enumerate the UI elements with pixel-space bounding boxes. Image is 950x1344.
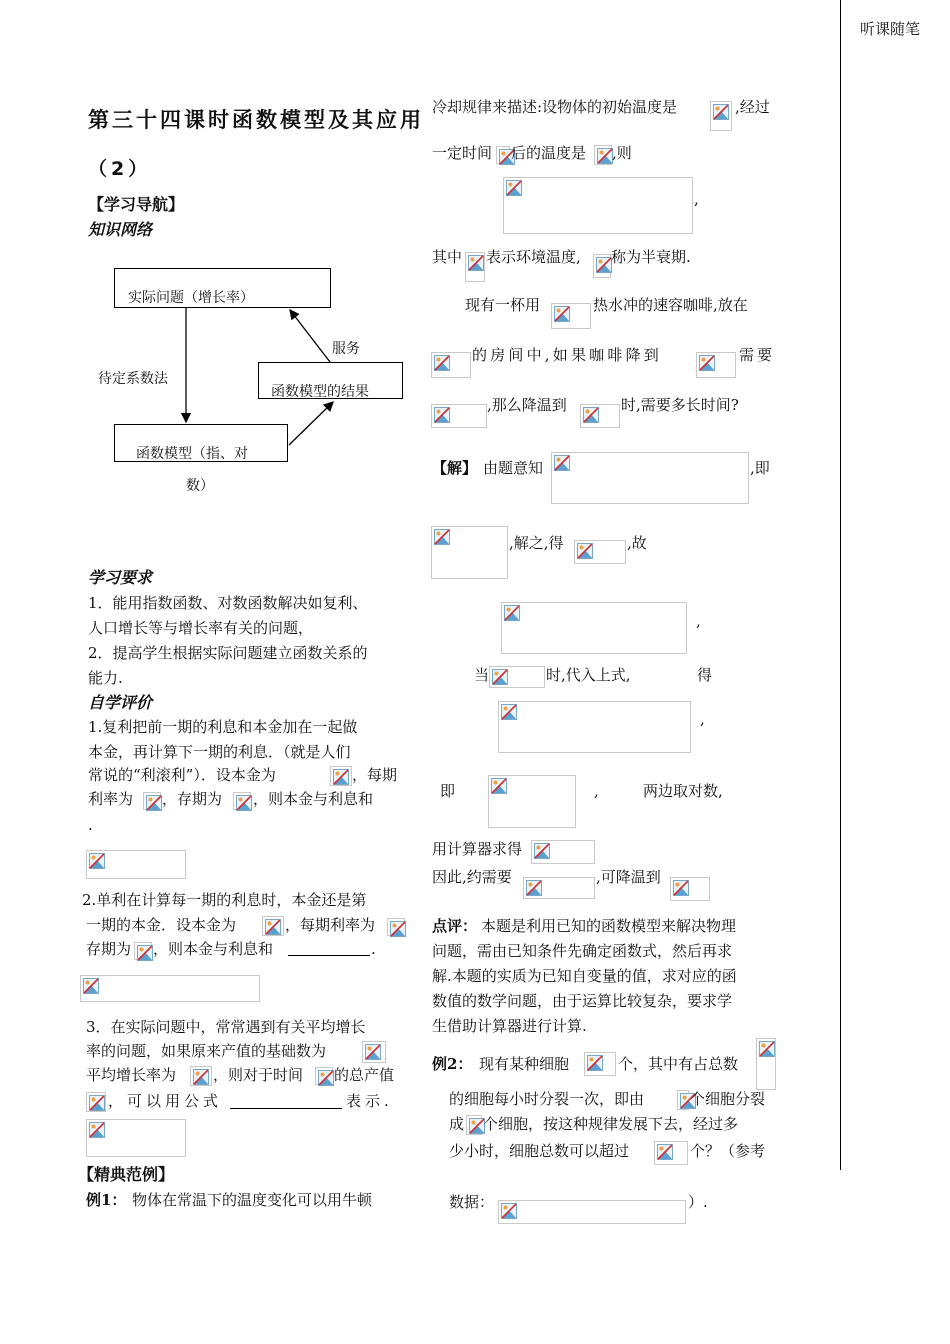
diagram-node-result-label: 函数模型的结果 — [271, 384, 369, 400]
solution-calc: 用计算器求得 — [432, 840, 523, 858]
comment-line5: 生借助计算器进行计算. — [432, 1017, 587, 1035]
broken-image-icon — [146, 795, 162, 811]
broken-image-icon — [492, 669, 508, 685]
formula-image — [498, 1200, 686, 1224]
q3-answer-blank[interactable] — [230, 1093, 342, 1109]
broken-image-icon — [699, 355, 715, 371]
broken-image-icon — [83, 978, 99, 994]
subheading-knowledge-net: 知识网络 — [88, 220, 153, 239]
solution-line1a: 由题意知 — [483, 459, 544, 477]
q2-answer-blank[interactable] — [288, 940, 370, 956]
broken-image-icon — [236, 795, 252, 811]
broken-image-icon — [501, 704, 517, 720]
q2-line3c: . — [371, 940, 376, 958]
q3-line1: 3．在实际问题中，常常遇到有关平均增长 — [86, 1018, 366, 1036]
formula-image — [574, 540, 626, 564]
example2-line2b: 个细胞分裂 — [690, 1090, 766, 1108]
solution-when: 当 — [474, 666, 490, 684]
example1-line2a: 冷却规律来描述:设物体的初始温度是 — [432, 98, 678, 116]
example1-line3b: 后的温度是 — [511, 144, 587, 162]
broken-image-icon — [583, 407, 599, 423]
formula-image — [523, 877, 595, 899]
q3-line2: 率的问题，如果原来产值的基础数为 — [86, 1042, 327, 1060]
broken-image-icon — [759, 1041, 775, 1057]
broken-image-icon — [137, 945, 153, 961]
comment-line1: 本题是利用已知的函数模型来解决物理 — [481, 917, 737, 935]
solution-therefore-b: ,可降温到 — [596, 868, 661, 886]
broken-image-icon — [534, 843, 550, 859]
solution-comma-3: , — [594, 782, 599, 800]
q2-line3a: 存期为 — [86, 940, 132, 958]
solution-line1b: ,即 — [750, 459, 770, 477]
requirement-1-line1: 1．能用指数函数、对数函数解决如复利、 — [88, 594, 368, 612]
broken-image-icon — [596, 257, 612, 273]
formula-image — [496, 146, 510, 164]
formula-image — [489, 666, 545, 688]
q1-line5: . — [88, 816, 93, 834]
q3-line4a: ，可以用公式 — [108, 1092, 223, 1110]
example1-line5b: 热水冲的速容咖啡,放在 — [593, 296, 748, 314]
subheading-self-eval: 自学评价 — [88, 693, 153, 712]
q3-line3b: ，则对于时间 — [213, 1066, 304, 1084]
q2-line3b: ，则本金与利息和 — [153, 940, 274, 958]
q2-line2a: 一期的本金．设本金为 — [86, 916, 237, 934]
example1-line4b: 表示环境温度, — [486, 248, 581, 266]
formula-image — [134, 942, 152, 960]
example1-comma: , — [694, 190, 699, 208]
formula-image — [431, 526, 508, 579]
requirement-2-line1: 2．提高学生根据实际问题建立函数关系的 — [88, 644, 368, 662]
formula-image — [330, 766, 352, 786]
solution-when-b: 时,代入上式, — [546, 666, 631, 684]
broken-image-icon — [506, 180, 522, 196]
solution-label: 【解】 — [432, 459, 478, 477]
broken-image-icon — [365, 1044, 381, 1060]
arrow-result-to-problem — [290, 310, 330, 362]
formula-image — [503, 177, 693, 234]
example1-line3a: 一定时间 — [432, 144, 493, 162]
formula-image — [593, 254, 611, 278]
broken-image-icon — [390, 921, 406, 937]
formula-image — [86, 850, 186, 879]
example1-label: 例1： — [86, 1191, 127, 1209]
formula-image — [654, 1141, 688, 1165]
broken-image-icon — [554, 455, 570, 471]
solution-get: 得 — [697, 666, 713, 684]
formula-image — [80, 975, 260, 1002]
broken-image-icon — [501, 1203, 517, 1219]
formula-image — [465, 252, 485, 282]
broken-image-icon — [657, 1144, 673, 1160]
broken-image-icon — [333, 769, 349, 785]
q1-line4a: 利率为 — [88, 790, 134, 808]
example2-label: 例2： — [432, 1055, 473, 1073]
broken-image-icon — [673, 880, 689, 896]
diagram-arrows — [0, 0, 420, 500]
broken-image-icon — [89, 853, 105, 869]
diagram-node-problem-label: 实际问题（增长率） — [128, 290, 254, 306]
formula-image — [584, 1052, 616, 1076]
q3-line3c: 的总产值 — [334, 1066, 395, 1084]
formula-image — [233, 792, 251, 810]
diagram-node-model-label1: 函数模型（指、对 — [136, 446, 248, 462]
example1-line6b: 需要 — [739, 346, 776, 364]
formula-image — [262, 916, 284, 936]
example1-line4c: 称为半衰期. — [611, 248, 691, 266]
example2-line5a: 数据： — [449, 1193, 495, 1211]
broken-image-icon — [89, 1095, 105, 1111]
broken-image-icon — [193, 1069, 209, 1085]
formula-image — [315, 1067, 333, 1085]
margin-rule — [840, 0, 841, 1170]
solution-line2a: ,解之,得 — [509, 534, 564, 552]
formula-image — [387, 918, 405, 936]
q1-line3a: 常说的“利滚利”）．设本金为 — [88, 766, 276, 784]
formula-image — [551, 452, 749, 504]
formula-image — [431, 352, 471, 378]
solution-take-log: 两边取对数, — [643, 782, 723, 800]
solution-ji: 即 — [440, 782, 456, 800]
requirement-1-line2: 人口增长等与增长率有关的问题， — [88, 619, 314, 637]
q1-line4b: ，存期为 — [162, 790, 223, 808]
example1-line2b: ,经过 — [735, 98, 770, 116]
comment-label: 点评： — [432, 917, 478, 935]
q2-line2b: ，每期利率为 — [285, 916, 376, 934]
q1-line2: 本金，再计算下一期的利息．（就是人们 — [88, 743, 351, 761]
section-heading-examples: 【精典范例】 — [78, 1165, 175, 1184]
formula-image — [362, 1041, 386, 1063]
broken-image-icon — [597, 148, 613, 164]
page-title-suffix: （2） — [88, 158, 152, 180]
comment-line3: 解.本题的实质为已知自变量的值，求对应的函 — [432, 967, 737, 985]
example2-line5b: ）. — [688, 1193, 708, 1211]
broken-image-icon — [265, 919, 281, 935]
example2-line1a: 现有某种细胞 — [479, 1055, 570, 1073]
broken-image-icon — [434, 355, 450, 371]
formula-image — [143, 792, 161, 810]
requirement-2-line2: 能力. — [88, 669, 123, 687]
example1-line4a: 其中 — [432, 248, 463, 266]
broken-image-icon — [434, 407, 450, 423]
broken-image-icon — [318, 1070, 334, 1086]
formula-image — [580, 404, 620, 428]
margin-note-label: 听课随笔 — [860, 20, 921, 38]
broken-image-icon — [504, 605, 520, 621]
example2-line3b: 个细胞，按这种规律发展下去，经过多 — [483, 1115, 739, 1133]
example2-line2a: 的细胞每小时分裂一次，即由 — [449, 1090, 645, 1108]
q1-line1: 1.复利把前一期的利息和本金加在一起做 — [88, 718, 358, 736]
section-heading-nav: 【学习导航】 — [88, 195, 185, 214]
formula-image — [86, 1119, 186, 1157]
formula-image — [501, 602, 687, 654]
formula-image — [190, 1066, 212, 1086]
formula-image — [594, 145, 612, 165]
page-title: 第三十四课时函数模型及其应用 — [88, 108, 424, 132]
example2-line4a: 少小时，细胞总数可以超过 — [449, 1142, 630, 1160]
example1-line3c: ,则 — [612, 144, 632, 162]
example1-line7b: 时,需要多长时间? — [621, 396, 739, 414]
broken-image-icon — [491, 778, 507, 794]
diagram-node-model-label2: 数） — [186, 478, 214, 494]
example1-line1: 物体在常温下的温度变化可以用牛顿 — [132, 1191, 373, 1209]
solution-line2b: ,故 — [627, 534, 647, 552]
solution-comma-2: , — [700, 710, 705, 728]
broken-image-icon — [89, 1122, 105, 1138]
broken-image-icon — [526, 880, 542, 896]
comment-line2: 问题，需由已知条件先确定函数式，然后再求 — [432, 942, 733, 960]
formula-image — [551, 303, 591, 329]
formula-image — [431, 404, 487, 428]
formula-image — [710, 101, 732, 131]
formula-image — [86, 1092, 106, 1112]
formula-image — [466, 1115, 482, 1135]
q3-line4b: 表示. — [346, 1092, 393, 1110]
example1-line7a: ,那么降温到 — [487, 396, 567, 414]
solution-therefore-a: 因此,约需要 — [432, 868, 512, 886]
example1-line5a: 现有一杯用 — [465, 296, 541, 314]
broken-image-icon — [577, 543, 593, 559]
formula-image — [696, 352, 736, 378]
solution-comma-1: , — [696, 612, 701, 630]
formula-image — [531, 840, 595, 864]
broken-image-icon — [468, 255, 484, 271]
formula-image — [677, 1090, 689, 1110]
broken-image-icon — [434, 529, 450, 545]
q3-line3a: 平均增长率为 — [86, 1066, 177, 1084]
broken-image-icon — [587, 1055, 603, 1071]
arrow-model-to-result — [289, 402, 333, 445]
diagram-edge-method-label: 待定系数法 — [98, 371, 168, 387]
formula-image — [756, 1038, 776, 1090]
formula-image — [488, 775, 576, 828]
example2-line3a: 成 — [449, 1115, 465, 1133]
q1-line3b: ，每期 — [352, 766, 398, 784]
q1-line4c: ，则本金与利息和 — [253, 790, 374, 808]
formula-image — [670, 877, 710, 901]
example2-line4b: 个？（参考 — [690, 1142, 766, 1160]
subheading-requirements: 学习要求 — [88, 568, 153, 587]
formula-image — [498, 701, 691, 753]
broken-image-icon — [554, 306, 570, 322]
q2-line1: 2.单利在计算每一期的利息时，本金还是第 — [82, 891, 367, 909]
comment-line4: 数值的数学问题，由于运算比较复杂，要求学 — [432, 992, 733, 1010]
broken-image-icon — [713, 104, 729, 120]
example1-line6a: 的房间中,如果咖啡降到 — [472, 346, 662, 364]
diagram-edge-serve-label: 服务 — [332, 341, 360, 357]
example2-line1b: 个，其中有占总数 — [618, 1055, 739, 1073]
